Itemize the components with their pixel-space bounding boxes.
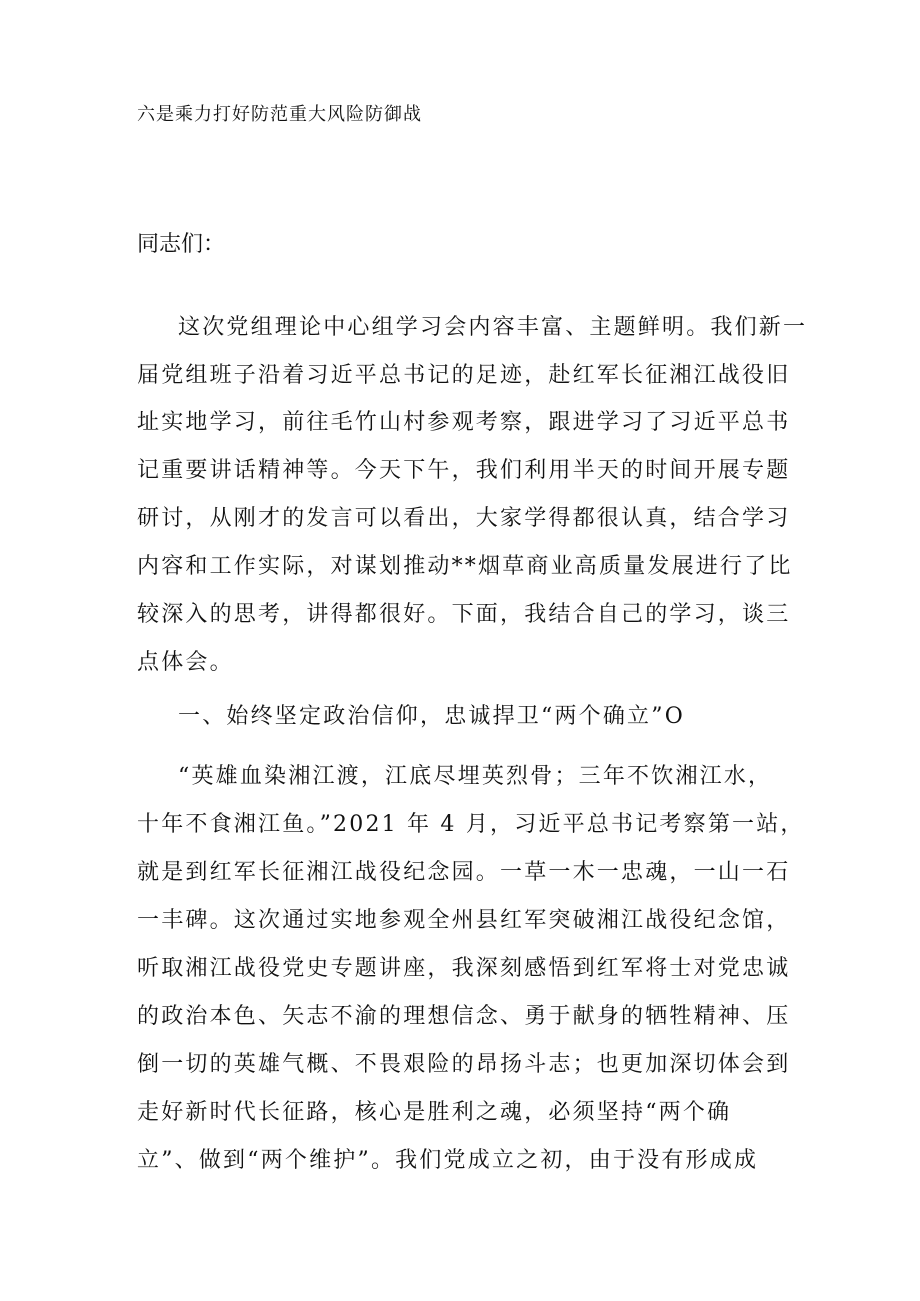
paragraph-line: 倒一切的英雄气概、不畏艰险的昂扬斗志；也更加深切体会到: [137, 1052, 791, 1077]
paragraph-line: 立”、做到“两个维护”。我们党成立之初，由于没有形成成: [137, 1148, 759, 1173]
paragraph-line: 十年不食湘江鱼。”2021 年 4 月，习近平总书记考察第一站，: [137, 812, 805, 837]
document-top-heading: 六是乘力打好防范重大风险防御战: [137, 104, 422, 125]
paragraph-line: 走好新时代长征路，核心是胜利之魂，必须坚持“两个确: [137, 1100, 732, 1125]
paragraph-line: 听取湘江战役党史专题讲座，我深刻感悟到红军将士对党忠诚: [137, 956, 791, 981]
paragraph-line: 址实地学习，前往毛竹山村参观考察，跟进学习了习近平总书: [137, 410, 791, 435]
paragraph-line: “英雄血染湘江渡，江底尽埋英烈骨；三年不饮湘江水，: [178, 764, 773, 789]
paragraph-line: 记重要讲话精神等。今天下午，我们利用半天的时间开展专题: [137, 458, 791, 483]
section-heading-1: 一、始终坚定政治信仰，忠诚捍卫“两个确立”O: [178, 704, 685, 729]
paragraph-line: 较深入的思考，讲得都很好。下面，我结合自己的学习，谈三: [137, 602, 791, 627]
paragraph-line: 研讨，从刚才的发言可以看出，大家学得都很认真，结合学习: [137, 506, 791, 531]
paragraph-line: 就是到红军长征湘江战役纪念园。一草一木一忠魂，一山一石: [137, 860, 791, 885]
paragraph-line: 届党组班子沿着习近平总书记的足迹，赴红军长征湘江战役旧: [137, 363, 791, 388]
paragraph-line: 点体会。: [137, 650, 234, 675]
paragraph-line: 内容和工作实际，对谋划推动**烟草商业高质量发展进行了比: [137, 554, 793, 579]
salutation: 同志们：: [137, 232, 226, 257]
paragraph-line: 的政治本色、矢志不渝的理想信念、勇于献身的牺牲精神、压: [137, 1004, 791, 1029]
paragraph-line: 这次党组理论中心组学习会内容丰富、主题鲜明。我们新一: [178, 315, 808, 340]
paragraph-line: 一丰碑。这次通过实地参观全州县红军突破湘江战役纪念馆，: [137, 908, 791, 933]
